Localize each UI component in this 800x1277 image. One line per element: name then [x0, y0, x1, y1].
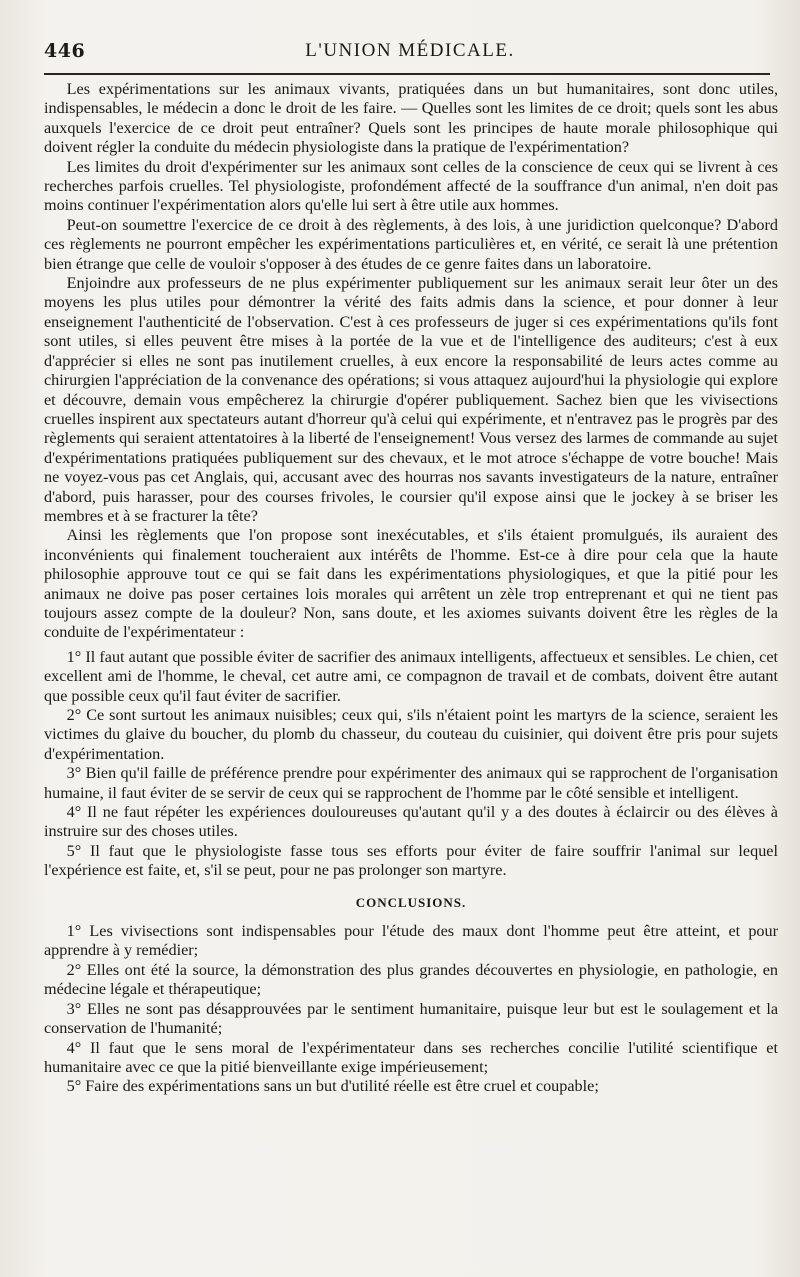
page-number: 446: [44, 40, 86, 62]
paragraph: Les expérimentations sur les animaux vivants, pratiquées dans un but humanitaires, sont donc utiles, indispensables, le médecin a donc le droit de les faire. — Quelles sont les limites de ce droit; quels sont les abus auxquels l'exercice de ce droit peut entraîner? Quels sont les principes de haute morale philosophique qui doivent régler la conduite du médecin physiologiste dans la pratique de l'expérimentation?: [44, 80, 778, 157]
conclusion-item: 1° Les vivisections sont indispensables pour l'étude des maux dont l'homme peut être atteint, et pour apprendre à y remédier;: [44, 922, 778, 960]
axiom-item: 5° Il faut que le physiologiste fasse tous ses efforts pour éviter de faire souffrir l'animal sur lequel l'expérience est faite, et, s'il se peut, pour ne pas prolonger son martyre.: [44, 841, 778, 880]
conclusion-item: 2° Elles ont été la source, la démonstration des plus grandes découvertes en physiologie, en pathologie, en médecine légale et thérapeutique;: [44, 960, 778, 999]
article-body: [44, 80, 778, 1097]
conclusion-item: 3° Elles ne sont pas désapprouvées par le sentiment humanitaire, puisque leur but est le soulagement et la conservation de l'humanité;: [44, 999, 778, 1038]
paragraph: Ainsi les règlements que l'on propose sont inexécutables, et s'ils étaient promulgués, ils auraient des inconvénients qui finalement toucheraient aux intérêts de l'homme. Est-ce à dire pour cela que la haute philosophie approuve tout ce qui se fait dans les expérimentations physiologiques, et que la pitié pour les animaux ne doive pas poser certaines lois morales qui arrêtent un zèle trop entreprenant et qui ne tient pas toujours assez compte de la douleur? Non, sans doute, et les axiomes suivants doivent être les règles de la conduite de l'expérimentateur :: [44, 526, 778, 642]
axiom-item: 3° Bien qu'il faille de préférence prendre pour expérimenter des animaux qui se rapprochent de l'organisation humaine, il faut éviter de se servir de ceux qui se rapprochent de l'homme par le côté sensible et intelligent.: [44, 764, 778, 802]
conclusion-item: 4° Il faut que le sens moral de l'expérimentateur dans ses recherches concilie l'utilité scientifique et humanitaire avec ce que la pitié bienveillante exige impérieusement;: [44, 1038, 778, 1076]
paragraph: Peut-on soumettre l'exercice de ce droit à des règlements, à des lois, à une juridiction quelconque? D'abord ces règlements ne pourront empêcher les expérimentations particulières et, en vérité, ce serait là une prétention bien étrange que celle de vouloir s'opposer à des études de ce genre faites dans un laboratoire.: [44, 215, 778, 273]
axiom-item: 2° Ce sont surtout les animaux nuisibles; ceux qui, s'ils n'étaient point les martyrs de la science, seraient les victimes du glaive du boucher, du plomb du chasseur, du couteau du cuisinier, qui doivent être pris pour sujets d'expérimentation.: [44, 706, 778, 763]
header-rule: [44, 73, 770, 75]
axiom-item: 1° Il faut autant que possible éviter de sacrifier des animaux intelligents, affectueux et sensibles. Le chien, cet excellent ami de l'homme, le cheval, cet autre ami, ce compagnon de travail et de combats, doivent être autant que possible ceux qu'il faut éviter de sacrifier.: [44, 647, 778, 705]
paragraph: Les limites du droit d'expérimenter sur les animaux sont celles de la conscience de ceux qui se livrent à ces recherches parfois cruelles. Tel physiologiste, profondément affecté de la souffrance d'un animal, n'en doit pas moins continuer l'expérimentation alors qu'elle lui sert à être utile aux hommes.: [44, 157, 778, 215]
page-header: [44, 40, 776, 74]
running-head: L'UNION MÉDICALE.: [305, 40, 515, 61]
axiom-item: 4° Il ne faut répéter les expériences douloureuses qu'autant qu'il y a des doutes à éclaircir ou des élèves à instruire sur des choses utiles.: [44, 803, 778, 841]
conclusions-heading: CONCLUSIONS.: [355, 894, 467, 910]
conclusion-item: 5° Faire des expérimentations sans un but d'utilité réelle est être cruel et coupable;: [66, 1077, 599, 1096]
paragraph: Enjoindre aux professeurs de ne plus expérimenter publiquement sur les animaux serait leur ôter un des moyens les plus utiles pour démontrer la vérité des faits admis dans la science, et pour donner à leur enseignement l'authenticité de l'observation. C'est à ces professeurs de juger si ces expérimentations qu'ils font sont utiles, si elles peuvent être mises à la portée de la vue et de l'intelligence des auditeurs; c'est à eux d'apprécier si elles ne sont pas inutilement cruelles, à eux encore la responsabilité de leurs actes comme au chirurgien l'appréciation de la convenance des opérations; si vous attaquez aujourd'hui la physiologie qui explore et découvre, demain vous empêcherez la chirurgie d'opérer publiquement. Sachez bien que les vivisections cruelles inspirent aux spectateurs autant d'horreur qu'à celui qui expérimente, et n'entravez pas le progrès par des règlements qui seraient attentatoires à la liberté de l'enseignement! Vous versez des larmes de commande au sujet d'expérimentations pratiquées publiquement sur des chevaux, et le mot atroce s'échappe de votre bouche! Mais ne voyez-vous pas cet Anglais, qui, accusant avec des hourras nos savants investigateurs de la nature, entraîner d'abord, puis harasser, pour des courses frivoles, le coursier qu'il expose ainsi que le jockey à se briser les membres et à se fracturer la tête?: [44, 274, 778, 525]
